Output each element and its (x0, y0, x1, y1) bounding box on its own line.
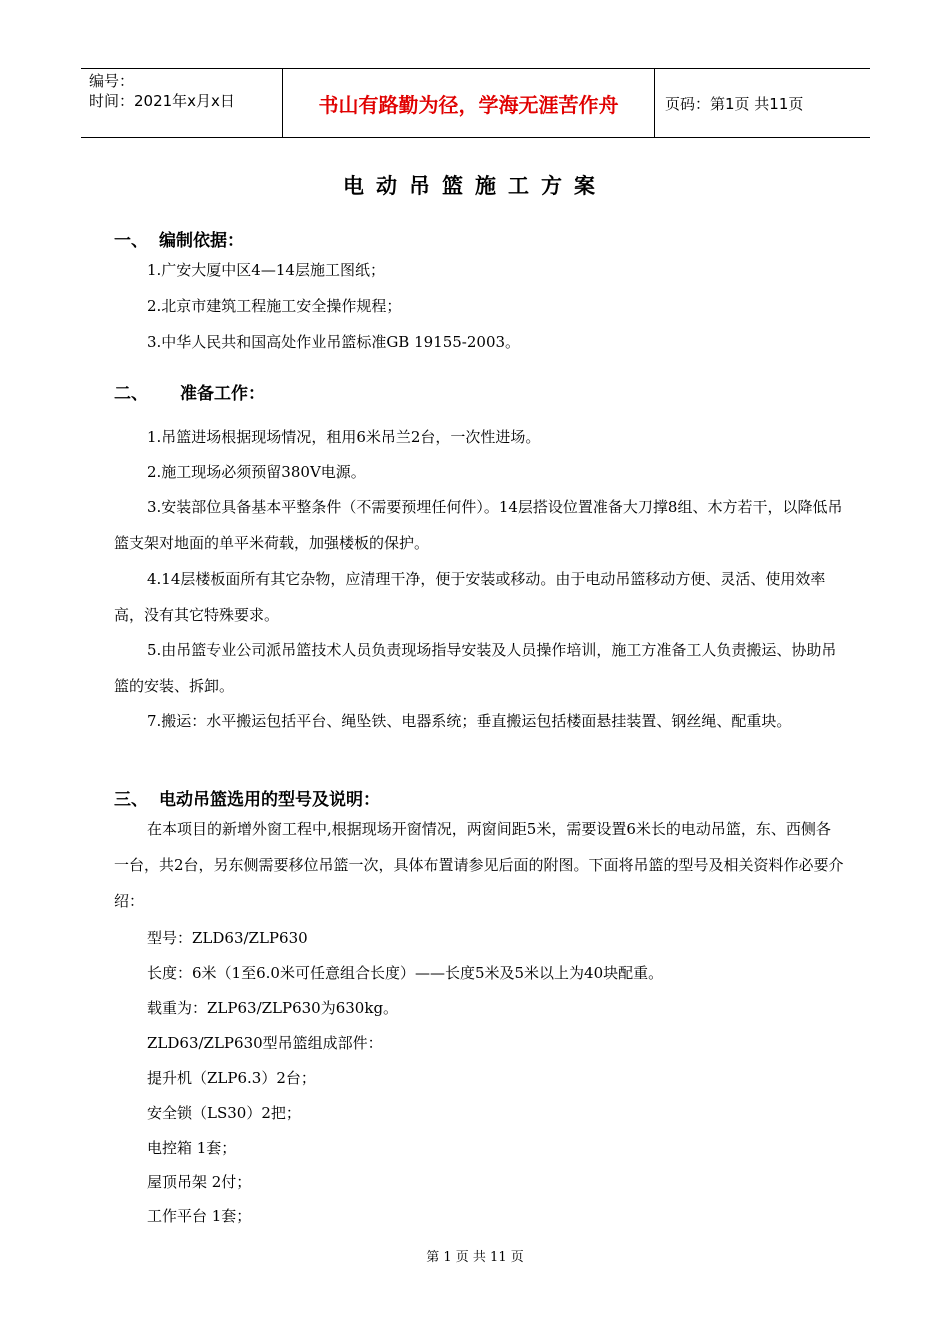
list-item: 3.安装部位具备基本平整条件（不需要预埋任何件）。14层搭设位置准备大刀撑8组、木方若干，以降低吊篮支架对地面的单平米荷载，加强楼板的保护。 (114, 498, 843, 552)
spec-line: 屋顶吊架 2付； (147, 1173, 252, 1191)
section-number: 二、 (114, 384, 148, 404)
list-item: 5.由吊篮专业公司派吊篮技术人员负责现场指导安装及人员操作培训，施工方准备工人负责搬运、协助吊篮的安装、拆卸。 (114, 641, 837, 695)
spec-line: 长度：6米（1至6.0米可任意组合长度）——长度5米及5米以上为40块配重。 (147, 964, 664, 982)
section-heading-2 (114, 379, 265, 404)
document-title: 电动吊篮施工方案 (343, 174, 607, 198)
section-title: 编制依据： (159, 231, 244, 251)
list-item: 4.14层楼板面所有其它杂物，应清理干净，便于安装或移动。由于电动吊篮移动方便、灵活、使用效率高，没有其它特殊要求。 (114, 570, 826, 624)
document-date: 时间：2021年x月x日 (89, 92, 235, 110)
spec-line: 工作平台 1套； (147, 1207, 252, 1225)
section-number: 一、 (114, 231, 148, 251)
paragraph: 在本项目的新增外窗工程中,根据现场开窗情况，两窗间距5米，需要设置6米长的电动吊篮，东、西侧各一台，共2台，另东侧需要移位吊篮一次，具体布置请参见后面的附图。下面将吊篮的型号及相关资料作必要介绍： (114, 820, 844, 910)
spec-line: 载重为：ZLP63/ZLP630为630kg。 (147, 999, 399, 1017)
header-page-info: 页码：第1页 共11页 (665, 94, 804, 113)
list-item: 1.广安大厦中区4—14层施工图纸； (147, 261, 385, 279)
section-title: 准备工作： (180, 384, 265, 404)
spec-line: ZLD63/ZLP630型吊篮组成部件： (147, 1034, 383, 1052)
spec-line: 安全锁（LS30）2把； (147, 1104, 301, 1122)
page-footer: 第 1 页 共 11 页 (426, 1250, 524, 1265)
section-number: 三、 (114, 790, 148, 810)
header-motto: 书山有路勤为径，学海无涯苦作舟 (282, 69, 655, 137)
document-number-label: 编号： (89, 72, 135, 90)
header-left-cell (81, 69, 282, 137)
list-item: 2.北京市建筑工程施工安全操作规程； (147, 297, 402, 315)
list-item: 2.施工现场必须预留380V电源。 (147, 463, 366, 481)
list-item: 1.吊篮进场根据现场情况，租用6米吊兰2台，一次性进场。 (147, 428, 541, 446)
section-heading-3 (114, 785, 380, 810)
section-heading-1 (114, 226, 244, 251)
spec-line: 电控箱 1套； (147, 1139, 237, 1157)
section-title: 电动吊篮选用的型号及说明： (159, 790, 380, 810)
spec-line: 提升机（ZLP6.3）2台； (147, 1069, 316, 1087)
header-table (81, 68, 870, 138)
list-item: 7.搬运：水平搬运包括平台、绳坠铁、电器系统；垂直搬运包括楼面悬挂装置、钢丝绳、配重块。 (147, 712, 792, 730)
list-item: 3.中华人民共和国高处作业吊篮标准GB 19155-2003。 (147, 333, 521, 351)
spec-line: 型号：ZLD63/ZLP630 (147, 929, 308, 947)
